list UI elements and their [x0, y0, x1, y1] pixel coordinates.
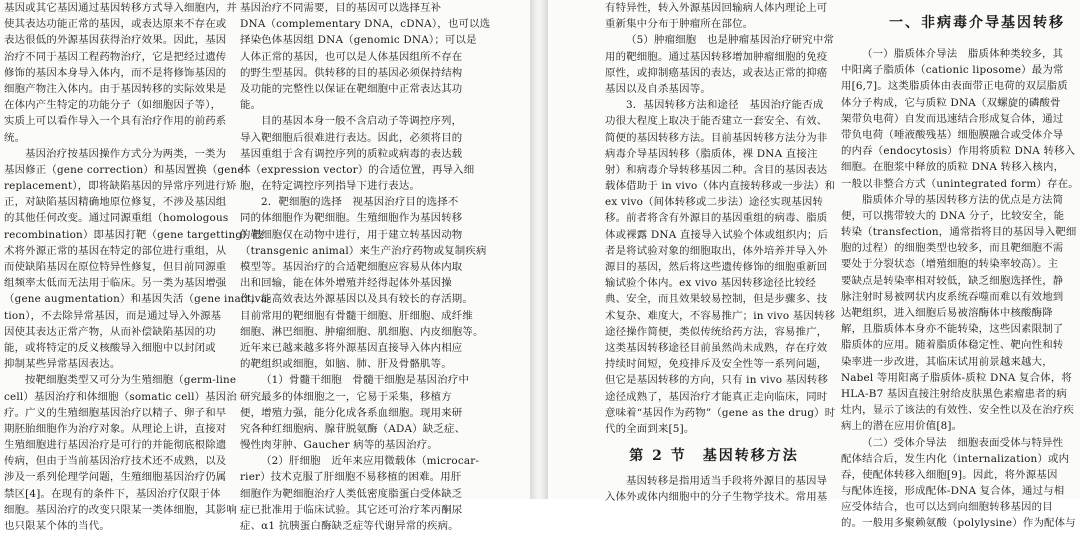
- left-page: [0, 0, 530, 532]
- text-line: （一）脂质体介导法 脂质体种类较多，其: [862, 48, 1064, 60]
- text-line: 及功能的完整性以保证在靶细胞中正常表达其功: [240, 82, 463, 95]
- text-line: recombination）即基因打靶（gene targetting）技: [4, 228, 264, 241]
- text-line: 择染色体基因组 DNA（genomic DNA）；可以是: [240, 34, 477, 47]
- text-line: 体分子构成，它与质粒 DNA（双螺旋的磷酸骨: [841, 96, 1061, 109]
- text-line: 便，增殖力强，能分化成各系血细胞。现用来研: [240, 406, 463, 419]
- text-line: 目的基因本身一般不含启动子等调控序列，: [261, 115, 463, 128]
- text-line: 胞的过程）的细胞类型也较多，而且靶细胞不需: [841, 242, 1064, 255]
- text-line: 简便的基因转移方法。目前基因转移方法分为非: [605, 131, 828, 144]
- text-line: DNA（complementary DNA，cDNA），也可以选: [240, 18, 491, 31]
- book-gutter: [530, 0, 548, 499]
- text-line: 近年来已越来越多将外源基因直接导入体内相应: [240, 341, 463, 354]
- text-line: 移。前者将含有外源目的基因重组的病毒、脂质: [605, 212, 828, 225]
- text-line: 要缺点是转染率相对较低，缺乏细胞选择性，静: [841, 274, 1064, 287]
- text-line: cell）基因治疗和体细胞（somatic cell）基因治: [4, 390, 237, 403]
- text-line: 脂质体的应用。随着脂质体稳定性、靶向性和转: [841, 339, 1064, 352]
- text-line: 途径成熟了，基因治疗才能真正走向临床，同时: [605, 390, 828, 403]
- text-line: 基因治疗按基因操作方式分为两类，一类为: [25, 147, 227, 160]
- text-line: 因使其表达正常产物，从而补偿缺陷基因的功: [4, 325, 216, 338]
- text-line: 者是将试验对象的细胞取出，体外培养并导入外: [605, 244, 828, 257]
- text-line: 作，能高效表达外源基因以及具有较长的存活期。: [240, 293, 473, 306]
- text-line: 载体借助于 in vivo（体内直接转移或一步法）和: [605, 180, 836, 193]
- text-line: 治疗不同于基因工程药物治疗，它是把经过遗传: [4, 50, 227, 63]
- text-line: 射）和病毒介导转移基因二种。含目的基因表达: [605, 163, 828, 176]
- text-line: 也只限某个体的当代。: [4, 520, 110, 532]
- text-line: 代的全面到来[5]。: [605, 422, 695, 435]
- text-line: 组频率太低而无法用于临床。另一类为基因增强: [4, 277, 227, 290]
- text-line: 基因以及自杀基因等。: [605, 82, 711, 95]
- text-line: 的野生型基因。供转移的目的基因必须保持结构: [240, 66, 463, 79]
- text-line: 能，或将特定的反义核酸导入细胞中以封闭或: [4, 341, 216, 354]
- text-line: 带负电荷（唾液酸残基）细胞膜融合或受体介导: [841, 128, 1064, 141]
- text-line: 便，可以携带较大的 DNA 分子，比较安全，能: [841, 209, 1065, 222]
- text-line: 要处于分裂状态（增殖细胞的转染率较高）。主: [841, 258, 1059, 271]
- text-line: 达靶组织，进入细胞后易被溶酶体中核酸酶降: [841, 307, 1053, 319]
- left-page-column-2: [240, 0, 491, 534]
- text-line: （5）肿瘤细胞 也是肿瘤基因治疗研究中常: [626, 34, 835, 47]
- text-line: 细胞作为靶细胞治疗人类低密度脂蛋白受体缺乏: [240, 487, 463, 500]
- right-page: [548, 0, 1080, 530]
- text-line: replacement），即将缺陷基因的异常序列进行矫: [4, 180, 237, 193]
- text-line: 表达很低的外源基因获得治疗效果。因此，基因: [4, 34, 227, 47]
- text-line: 的。一般用多聚赖氨酸（polylysine）作为配体与: [841, 517, 1076, 530]
- text-line: 与配体连接，形成配体-DNA 复合体，通过与相: [841, 485, 1065, 498]
- text-line: 目前常用的靶细胞有骨髓干细胞、肝细胞、成纤维: [240, 309, 473, 322]
- text-line: 原性，或抑制癌基因的表达，或表达正常的抑癌: [605, 66, 828, 79]
- text-line: 的内吞（endocytosis）作用将质粒 DNA 转移入: [841, 145, 1076, 158]
- text-line: （2）肝细胞 近年来应用微载体（microcar-: [261, 455, 480, 468]
- text-line: 中阳离子脂质体（cationic liposome）最为常: [841, 64, 1064, 77]
- text-line: 而使缺陷基因在原位特异性修复，但目前同源重: [4, 261, 227, 273]
- text-line: 使其表达功能正常的基因，或表达原来不存在或: [4, 18, 227, 31]
- text-line: 模型等。基因治疗的合适靶细胞应容易从体内取: [240, 261, 463, 273]
- text-line: 脉注射时易被网状内皮系统吞噬而难以有效地到: [841, 290, 1064, 303]
- text-line: 术将外源正常的基因在特定的部位进行重组，从: [4, 244, 227, 257]
- text-line: （二）受体介导法 细胞表面受体与特异性: [862, 436, 1064, 449]
- text-line: 途径操作简便，类似传统给药方法，容易推广，: [605, 325, 828, 338]
- text-line: （gene augmentation）和基因失活（gene inactiva-: [4, 293, 271, 306]
- text-line: 这类基因转移途径目前虽然尚未成熟，存在疗效: [605, 341, 828, 354]
- text-line: 用[6,7]。这类脂质体由表面带正电荷的双层脂质: [841, 80, 1068, 93]
- text-line: 究各种红细胞病、腺苷脱氨酶（ADA）缺乏症、: [240, 422, 466, 435]
- text-line: 能。: [240, 99, 262, 112]
- text-line: 架带负电荷）自发而迅速结合形成复合体，通过: [841, 112, 1064, 125]
- text-line: 症已批准用于临床试验。其它还可治疗苯丙酮尿: [240, 503, 463, 516]
- text-line: 灶内，显示了该法的有效性、安全性以及在治疗疾: [841, 404, 1074, 417]
- text-line: 禁区[4]。在现有的条件下，基因治疗仅限于体: [4, 487, 221, 500]
- text-line: 输试验个体内。ex vivo 基因转移途径比较经: [605, 277, 816, 290]
- section-heading: 第 2 节 基因转移方法: [629, 448, 799, 465]
- text-line: 统。: [4, 131, 26, 144]
- text-line: 在体内产生特定的功能分子（如细胞因子等），: [4, 99, 222, 112]
- left-page-column-1: [4, 0, 271, 534]
- text-line: 持续时间短，免疫排斥及安全性等一系列问题，: [605, 358, 828, 371]
- subsection-heading: 一、非病毒介导基因转移: [889, 15, 1065, 31]
- text-line: rier）技术克服了肝细胞不易移植的困难。用肝: [240, 471, 462, 484]
- text-line: 细胞产物注入体内。由于基因转移的实际效果是: [4, 82, 227, 95]
- text-line: 功很大程度上取决于能否建立一套安全、有效、: [605, 115, 828, 128]
- text-line: 病上的潜在应用价值[8]。: [841, 420, 963, 433]
- text-line: 源目的基因，然后将这些遗传修饰的细胞重新回: [605, 261, 828, 273]
- text-line: 慢性肉芽肿、Gaucher 病等的基因治疗。: [240, 439, 438, 452]
- text-line: 抑制某些异常基因表达。: [4, 358, 121, 371]
- text-line: 症、α1 抗胰蛋白酶缺乏症等代谢异常的疾病。: [240, 520, 459, 532]
- text-line: （1）骨髓干细胞 骨髓干细胞是基因治疗中: [261, 374, 470, 387]
- text-line: 解，且脂质体本身亦不能转染，这些因素限制了: [841, 323, 1064, 336]
- text-line: 基因或其它基因通过基因转移方式导入细胞内，并: [4, 2, 237, 14]
- text-line: 体或裸露 DNA 直接导入试验个体或组织内；后: [605, 228, 829, 241]
- text-line: 正，对缺陷基因精确地原位修复，不涉及基因组: [4, 196, 227, 209]
- text-line: 2．靶细胞的选择 视基因治疗目的选择不: [261, 196, 459, 209]
- text-line: 人体正常的基因，也可以是人体基因组所不存在: [240, 50, 463, 63]
- text-line: 体（expression vector）的合适位置，再导入细: [240, 163, 475, 176]
- text-line: 重新集中分布于肿瘤所在部位。: [605, 18, 754, 31]
- text-line: 应受体结合，也可以达到向细胞转移基因的目: [841, 501, 1053, 514]
- text-line: 期胚胎细胞作为治疗对象。从理论上讲，直接对: [4, 422, 227, 435]
- text-line: 脂质体介导的基因转移方法的优点是方法简: [862, 193, 1064, 206]
- text-line: 基因治疗不同需要，目的基因可以选择互补: [240, 2, 442, 14]
- text-line: 传病，但由于当前基因治疗技术还不成熟，以及: [4, 455, 227, 468]
- text-line: 胞，在特定调控序列指导下进行表达。: [240, 180, 421, 193]
- right-page-column-2: [841, 0, 1079, 532]
- text-line: 3．基因转移方法和途径 基因治疗能否成: [626, 99, 824, 112]
- text-line: ex vivo（间体转移或二步法）途径实现基因转: [605, 196, 824, 209]
- text-line: 意味着“基因作为药物”（gene as the drug）时: [605, 406, 836, 419]
- text-line: 基因重组于含有调控序列的质粒或病毒的表达载: [240, 147, 463, 160]
- text-line: 生殖细胞进行基因治疗是可行的并能彻底根除遗: [4, 439, 227, 452]
- text-line: 的其他任何改变。通过同源重组（homologous: [4, 212, 229, 225]
- text-line: 涉及一系列伦理学问题，生殖细胞基因治疗仍属: [4, 471, 227, 484]
- text-line: 入体外或体内细胞中的分子生物学技术。常用基: [605, 491, 828, 504]
- text-line: 典、安全，而且效果较易控制，但是步骤多、技: [605, 293, 828, 306]
- text-line: 出和回输，能在体外增殖并经得起体外基因操: [240, 277, 452, 290]
- text-line: 一般以非整合方式（unintegrated form）存在。: [841, 177, 1079, 190]
- text-line: 吞，使配体转移入细胞[9]。因此，将外源基因: [841, 468, 1058, 481]
- text-line: 同的体细胞作为靶细胞。生殖细胞作为基因转移: [240, 212, 463, 225]
- text-line: （transgenic animal）来生产治疗药物或复制疾病: [240, 244, 487, 257]
- text-line: 配体结合后，发生内化（internalization）或内: [841, 452, 1070, 465]
- text-line: 术复杂、难度大，不容易推广；in vivo 基因转移: [605, 309, 836, 322]
- text-line: 细胞。基因治疗的改变只限某一类体细胞，其影响: [4, 503, 237, 516]
- text-line: 的靶组织或细胞，如脑、肺、肝及骨骼肌等。: [240, 358, 452, 371]
- text-line: 修饰的基因本身导入体内，而不是将修饰基因的: [4, 66, 227, 79]
- text-line: 的靶细胞仅在动物中进行，用于建立转基因动物: [240, 228, 463, 241]
- text-line: 基因修正（gene correction）和基因置换（gene: [4, 163, 244, 176]
- text-line: 转染（transfection，通常指将目的基因导入靶细: [841, 226, 1077, 239]
- text-line: 病毒介导基因转移（脂质体，裸 DNA 直接注: [605, 147, 818, 160]
- text-line: 基因转移是指用适当手段将外源目的基因导: [626, 475, 828, 488]
- text-line: 但它是基因转移的方向，只有 in vivo 基因转移: [605, 374, 829, 387]
- text-line: 按靶细胞类型又可分为生殖细胞（germ-line: [25, 374, 237, 387]
- text-line: 细胞。在胞浆中释放的质粒 DNA 转移入核内，: [841, 161, 1065, 174]
- text-line: tion），不去除异常基因，而是通过导入外源基: [4, 309, 222, 322]
- text-line: Nabel 等用阳离子脂质体-质粒 DNA 复合体，将: [841, 371, 1073, 384]
- text-line: 有特异性，转入外源基因回输病人体内理论上可: [605, 2, 828, 14]
- text-line: 导入靶细胞后很难进行表达。因此，必须将目的: [240, 131, 463, 144]
- text-line: 细胞、淋巴细胞、肿瘤细胞、肌细胞、内皮细胞等。: [240, 325, 484, 338]
- text-line: HLA-B7 基因直接注射给皮肤黑色素瘤患者的病: [841, 387, 1067, 400]
- text-line: 研究最多的体细胞之一，它易于采集，移植方: [240, 390, 452, 403]
- text-line: 染率进一步改进，其临床试用前景越来越大，: [841, 355, 1053, 368]
- text-line: 用的靶细胞。通过基因转移增加肿瘤细胞的免疫: [605, 50, 828, 63]
- text-line: 疗。广义的生殖细胞基因治疗以精子、卵子和早: [4, 406, 227, 419]
- right-page-column-1: [605, 0, 836, 505]
- text-line: 实质上可以看作导入一个具有治疗作用的前药系: [4, 115, 227, 128]
